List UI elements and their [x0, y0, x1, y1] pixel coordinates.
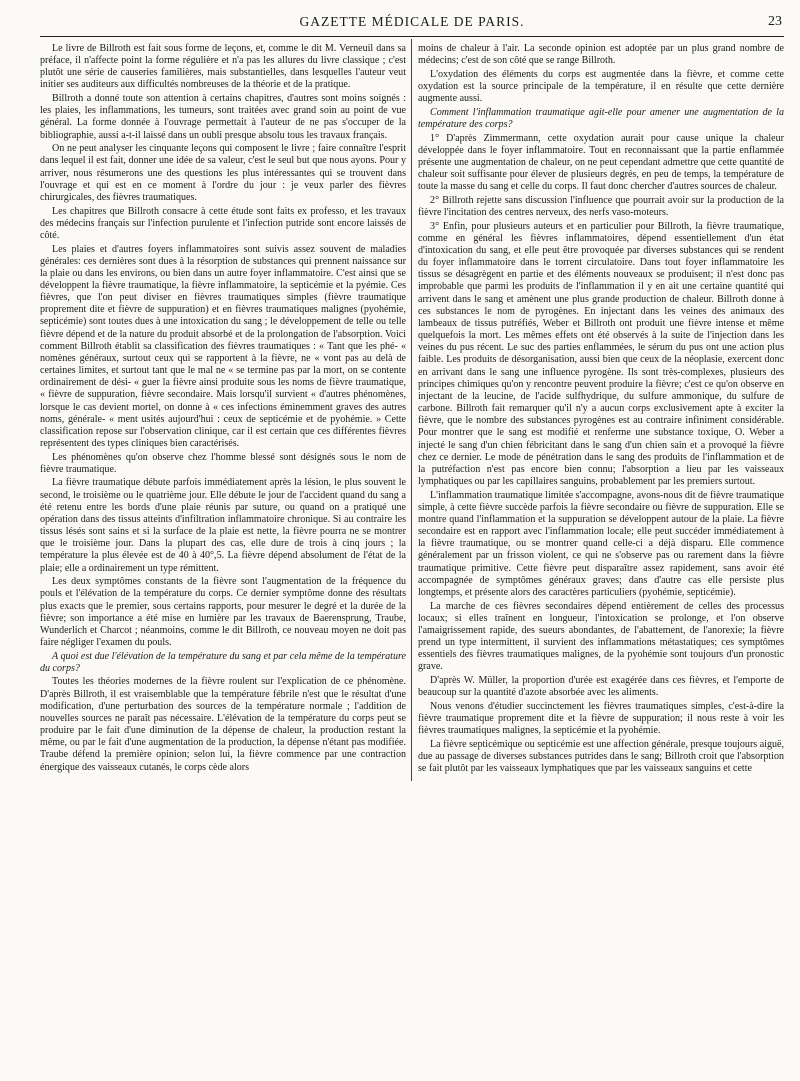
section-question: Comment l'inflammation traumatique agit-elle pour amener une augmentation de la température des corps? — [418, 106, 784, 130]
page-number: 23 — [768, 14, 782, 29]
paragraph: L'inflammation traumatique limitée s'accompagne, avons-nous dit de fièvre traumatique simple, à cette fièvre succède parfois la fièvre secondaire ou fièvre de suppuration. Elle se montre quand l'inflammation et la suppuration se développent autour de la plaie. La fièvre secondaire est en rapport avec l'inflammation locale; elle peut succéder immédiatement à la fièvre traumatique, ou se montrer quand celle-ci a déjà disparu. Elle commence généralement par un frisson violent, ce qui ne s'observe pas ou rarement dans la fièvre traumatique primitive. Cette fièvre peut disparaître assez rapidement, sans avoir été accompagnée de symptômes généraux graves; dans d'autre cas elle persiste plus longtemps, et présente alors des caractères particuliers (pyohémie, septicémie). — [418, 489, 784, 598]
page-header — [40, 0, 784, 37]
paragraph: Nous venons d'étudier succinctement les fièvres traumatiques simples, c'est-à-dire la fièvre traumatique proprement dite et la fièvre de suppuration; il nous reste à voir les fièvres traumatiques malignes, la septicémie et la pyohémie. — [418, 700, 784, 737]
paragraph: Les plaies et d'autres foyers inflammatoires sont suivis assez souvent de maladies générales: ces dernières sont dues à la résorption de substances qui prennent naissance sur la plaie ou dans les environs, ou bien dans un autre foyer inflammatoire. C'est ainsi que se développent la fièvre traumatique, la fièvre inflammatoire, la septicémie et la pyémie. Ces fièvres, que l'on peut diviser en fièvres traumatiques simples (fièvre traumatique proprement dite et fièvre de suppuration) et en fièvres traumatiques malignes (pyohémie, septicémie) sont toutes dues à une intoxication du sang ; le développement de telle ou telle fièvre dépend et de la nature du produit absorbé et de la prolongation de l'absorption. Voici comment Billroth établit sa classification des fièvres traumatiques : « Tant que les phé- « nomènes généraux, surtout ceux qui se rapportent à la fièvre, ne « vont pas au delà de certaines limites, et surtout tant que le mal ne « se termine pas par la mort, on se contente ordinairement de dési- « guer la fièvre ainsi produite sous les noms de fièvre traumatique, « fièvre de suppuration, fièvre secondaire. Mais lorsqu'il survient « d'autres phénomènes, lorsque le cas devient mortel, on donne à « ces infections éminemment graves des autres noms, générale- « ment usités aujourd'hui : ceux de septicémie et de pyohémie. » Cette classification repose sur l'observation clinique, car il est certain que ces différentes fièvres représentent des types cliniques bien caractérisés. — [40, 243, 406, 449]
paragraph: La fièvre traumatique débute parfois immédiatement après la lésion, le plus souvent le second, le troisième ou le quatrième jour. Elle débute le jour de l'accident quand du sang a été retenu entre les bords d'une plaie réunis par suture, ou quand on a pratiqué une opération dans des tissus atteints d'infiltration inflammatoire chronique. Si au contraire les tissus lésés sont sains et si la surface de la plaie est nette, la fièvre pourra ne se montrer que le troisième jour. Dans la plupart des cas, elle dure de trois à cinq jours ; la température la plus élevée est de 40 à 40°,5. La fièvre dépend absolument de l'état de la plaie; elle a ordinairement un type rémittent. — [40, 477, 406, 574]
left-column — [40, 43, 406, 775]
paragraph: 3° Enfin, pour plusieurs auteurs et en particulier pour Billroth, la fièvre traumatique, comme en général les fièvres inflammatoires, dépend essentiellement d'un état d'intoxication du sang, et elle peut être provoquée par diverses substances qui se rendent du foyer inflammatoire dans le torrent circulatoire. Dans tout foyer inflammatoire les tissus se désagrègent en partie et des éléments nouveaux se produisent; il n'est donc pas improbable que parmi les produits de l'inflammation il y en ait une certaine quantité qui arrivent dans le sang et amènent une plus grande production de chaleur. Billroth donne à ces substances le nom de pyrogènes. En injectant dans les veines des animaux des lambeaux de tissus putréfiés, Weber et Billroth ont produit une fièvre intense et même quelquefois la mort. Les mêmes effets ont été observés à la suite de l'injection dans les veines du pus récent. Le suc des parties enflammées, le sérum du pus ont une action plus faible. Les produits de désorganisation, aussi bien que ceux de la néoplasie, exercent donc en arrivant dans le sang une influence pyrogène. Ils sont très-complexes, plusieurs des principes chimiques qu'on y rencontre peuvent produire la fièvre; c'est ce qu'on observe en injectant de la leucine, de l'acide sulfhydrique, du sulfure ammonique, du sulfure de carbone. Billroth fait remarquer qu'il n'y a aucun corps exclusivement apte à exciter la fièvre, que le nombre des substances pyrogènes est au contraire infiniment considérable. Pour montrer que le sang est modifié et renferme une substance toxique, O. Weber a injecté le sang d'un chien fébricitant dans le sang d'un chien sain et a provoqué la fièvre chez ce dernier. Le mode de pénétration dans le sang des produits de l'inflammation et de la putréfaction n'est pas encore bien connu; l'absorption a lieu par les vaisseaux lymphatiques ou par les capillaires sanguins, probablement par les premiers surtout. — [418, 220, 784, 487]
journal-title: GAZETTE MÉDICALE DE PARIS. — [299, 14, 525, 29]
right-column — [418, 43, 784, 775]
paragraph: moins de chaleur à l'air. La seconde opinion est adoptée par un plus grand nombre de médecins; c'est de son côté que se range Billroth. — [418, 43, 784, 67]
paragraph: La fièvre septicémique ou septicémie est une affection générale, presque toujours aiguë, due au passage de diverses substances putrides dans le sang; Billroth croit que l'absorption se fait plutôt par les vaisseaux lymphatiques que par les vaisseaux sanguins et cette — [418, 738, 784, 775]
paragraph: Les phénomènes qu'on observe chez l'homme blessé sont désignés sous le nom de fièvre traumatique. — [40, 451, 406, 475]
paragraph: La marche de ces fièvres secondaires dépend entièrement de celles des processus locaux; si elles traînent en longueur, l'intoxication se prolonge, et l'on observe l'amaigrissement rapide, des sueurs abondantes, de l'abattement, de l'anorexie; la fièvre prend un type intermittent, il survient des inflammations métastatiques; ces symptômes essentiels des fièvres traumatiques malignes, de la pyohémie sont toujours d'un pronostic grave. — [418, 600, 784, 673]
paragraph: 2° Billroth rejette sans discussion l'influence que pourrait avoir sur la production de la fièvre l'incitation des centres nerveux, des nerfs vaso-moteurs. — [418, 194, 784, 219]
paragraph: On ne peut analyser les cinquante leçons qui composent le livre ; faire connaître l'esprit dans lequel il est fait, donner une idée de sa valeur, c'est le seul but que nous ayons. Pour y arriver, nous résumerons une des questions les plus intéressantes qui se trouvent dans l'ouvrage et qui est en ce moment à l'ordre du jour : je veux parler des fièvres chirurgicales, des fièvres traumatiques. — [40, 143, 406, 203]
paragraph: Les chapitres que Billroth consacre à cette étude sont faits ex professo, et les travaux des médecins français sur l'infection purulente et l'infection putride sont encore laissés de côté. — [40, 205, 406, 241]
section-question: A quoi est due l'élévation de la température du sang et par cela même de la température du corps? — [40, 650, 406, 674]
paragraph: D'après W. Müller, la proportion d'urée est exagérée dans ces fièvres, et l'emporte de beaucoup sur la quantité d'azote absorbée avec les aliments. — [418, 674, 784, 699]
paragraph: 1° D'après Zimmermann, cette oxydation aurait pour cause unique la chaleur développée dans le foyer inflammatoire. Tout en reconnaissant que la partie enflammée présente une augmentation de chaleur, on ne peut cependant admettre que cette quantité de chaleur soit suffisante pour élever de plusieurs degrés, en peu de temps, la température de toute la masse du sang et celle du corps. Il faut donc chercher d'autres sources de chaleur. — [418, 132, 784, 193]
paragraph: Toutes les théories modernes de la fièvre roulent sur l'explication de ce phénomène. D'après Billroth, il est vraisemblable que la température fébrile n'est que le résultat d'une modification, d'une perturbation des sources de la température normale ; l'addition de nouvelles sources ne paraît pas nécessaire. L'élévation de la température du corps peut se produire par le fait d'une diminution de la dépense de chaleur, la production restant la même, ou par le fait d'une augmentation de la production, la dépense n'étant pas modifiée. Traube défend la première opinion; selon lui, la fièvre commence par une contraction énergique des vaisseaux cutanés, le corps cède alors — [40, 676, 406, 773]
paragraph: Les deux symptômes constants de la fièvre sont l'augmentation de la fréquence du pouls et l'élévation de la température du corps. Ce dernier symptôme donne des résultats plus exacts que le premier, sous certains rapports, pour mesurer le degré et la durée de la fièvre; son importance a été mise en lumière par les travaux de Baerensprung, Traube, Wunderlich et Charcot ; néanmoins, comme le dit Billroth, ce nouveau moyen ne doit pas faire négliger l'examen du pouls. — [40, 576, 406, 648]
text-columns — [40, 43, 784, 775]
paragraph: L'oxydation des éléments du corps est augmentée dans la fièvre, et comme cette oxydation est la source principale de la température, il en résulte que cette dernière augmente aussi. — [418, 68, 784, 105]
paragraph: Billroth a donné toute son attention à certains chapitres, d'autres sont moins soignés : les plaies, les inflammations, les tumeurs, sont traitées avec grand soin au point de vue général. La forme donnée à l'ouvrage permettait à l'auteur de ne pas s'occuper de la bibliographie, aussi a-t-il laissé dans un oubli presque absolu tous les travaux français. — [40, 93, 406, 141]
paragraph: Le livre de Billroth est fait sous forme de leçons, et, comme le dit M. Verneuil dans sa préface, il n'affecte point la forme régulière et n'a pas les allures du livre classique ; c'est plutôt une série de causeries familières, mais substantielles, dans lesquelles l'auteur veut initier ses auditeurs aux difficultés nombreuses de la théorie et de la pratique. — [40, 43, 406, 91]
